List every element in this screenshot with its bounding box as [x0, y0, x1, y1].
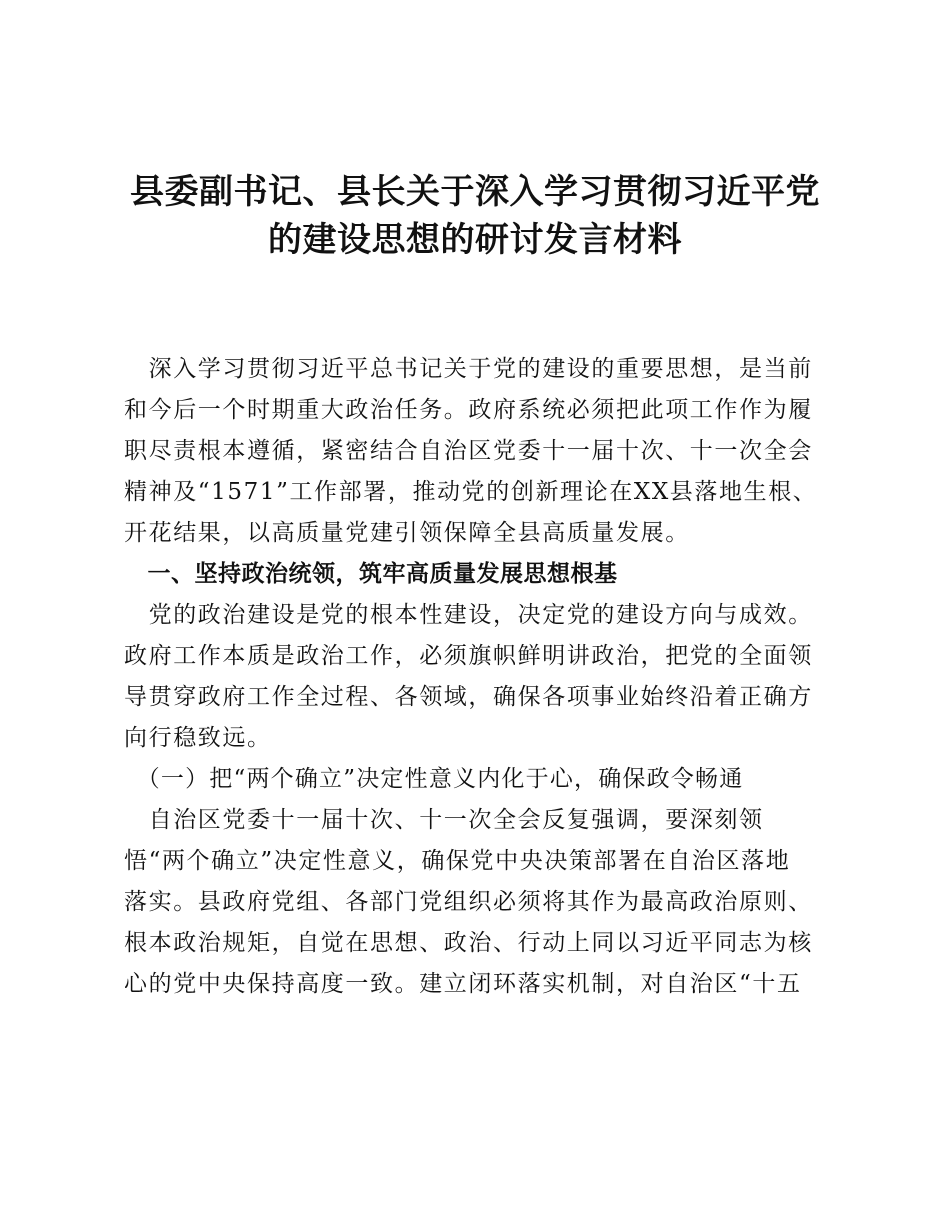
body-line-15: 根本政治规矩，自觉在思想、政治、行动上同以习近平同志为核 [124, 930, 813, 956]
document-title-line-1: 县委副书记、县长关于深入学习贯彻习近平党 [130, 172, 820, 212]
body-line-8: 政府工作本质是政治工作，必须旗帜鲜明讲政治，把党的全面领 [124, 643, 813, 669]
body-line-16: 心的党中央保持高度一致。建立闭环落实机制，对自治区“十五 [124, 971, 802, 997]
body-line-12: 自治区党委十一届十次、十一次全会反复强调，要深刻领 [124, 807, 764, 833]
body-line-1: 深入学习贯彻习近平总书记关于党的建设的重要思想，是当前 [124, 356, 813, 382]
subsection-heading-1: （一）把“两个确立”决定性意义内化于心，确保政令畅通 [124, 766, 744, 792]
document-title-line-2: 的建设思想的研讨发言材料 [268, 220, 682, 260]
body-line-2: 和今后一个时期重大政治任务。政府系统必须把此项工作作为履 [124, 397, 813, 423]
body-line-13: 悟“两个确立”决定性意义，确保党中央决策部署在自治区落地 [124, 848, 791, 874]
body-line-7: 党的政治建设是党的根本性建设，决定党的建设方向与成效。 [124, 602, 813, 628]
body-line-5: 开花结果，以高质量党建引领保障全县高质量发展。 [124, 520, 690, 546]
section-heading-1: 一、坚持政治统领，筑牢高质量发展思想根基 [124, 561, 618, 587]
body-line-4: 精神及“1571”工作部署，推动党的创新理论在XX县落地生根、 [124, 479, 818, 505]
body-line-9: 导贯穿政府工作全过程、各领域，确保各项事业始终沿着正确方 [124, 684, 813, 710]
body-line-10: 向行稳致远。 [124, 725, 272, 751]
body-line-3: 职尽责根本遵循，紧密结合自治区党委十一届十次、十一次全会 [124, 438, 813, 464]
body-line-14: 落实。县政府党组、各部门党组织必须将其作为最高政治原则、 [124, 889, 813, 915]
